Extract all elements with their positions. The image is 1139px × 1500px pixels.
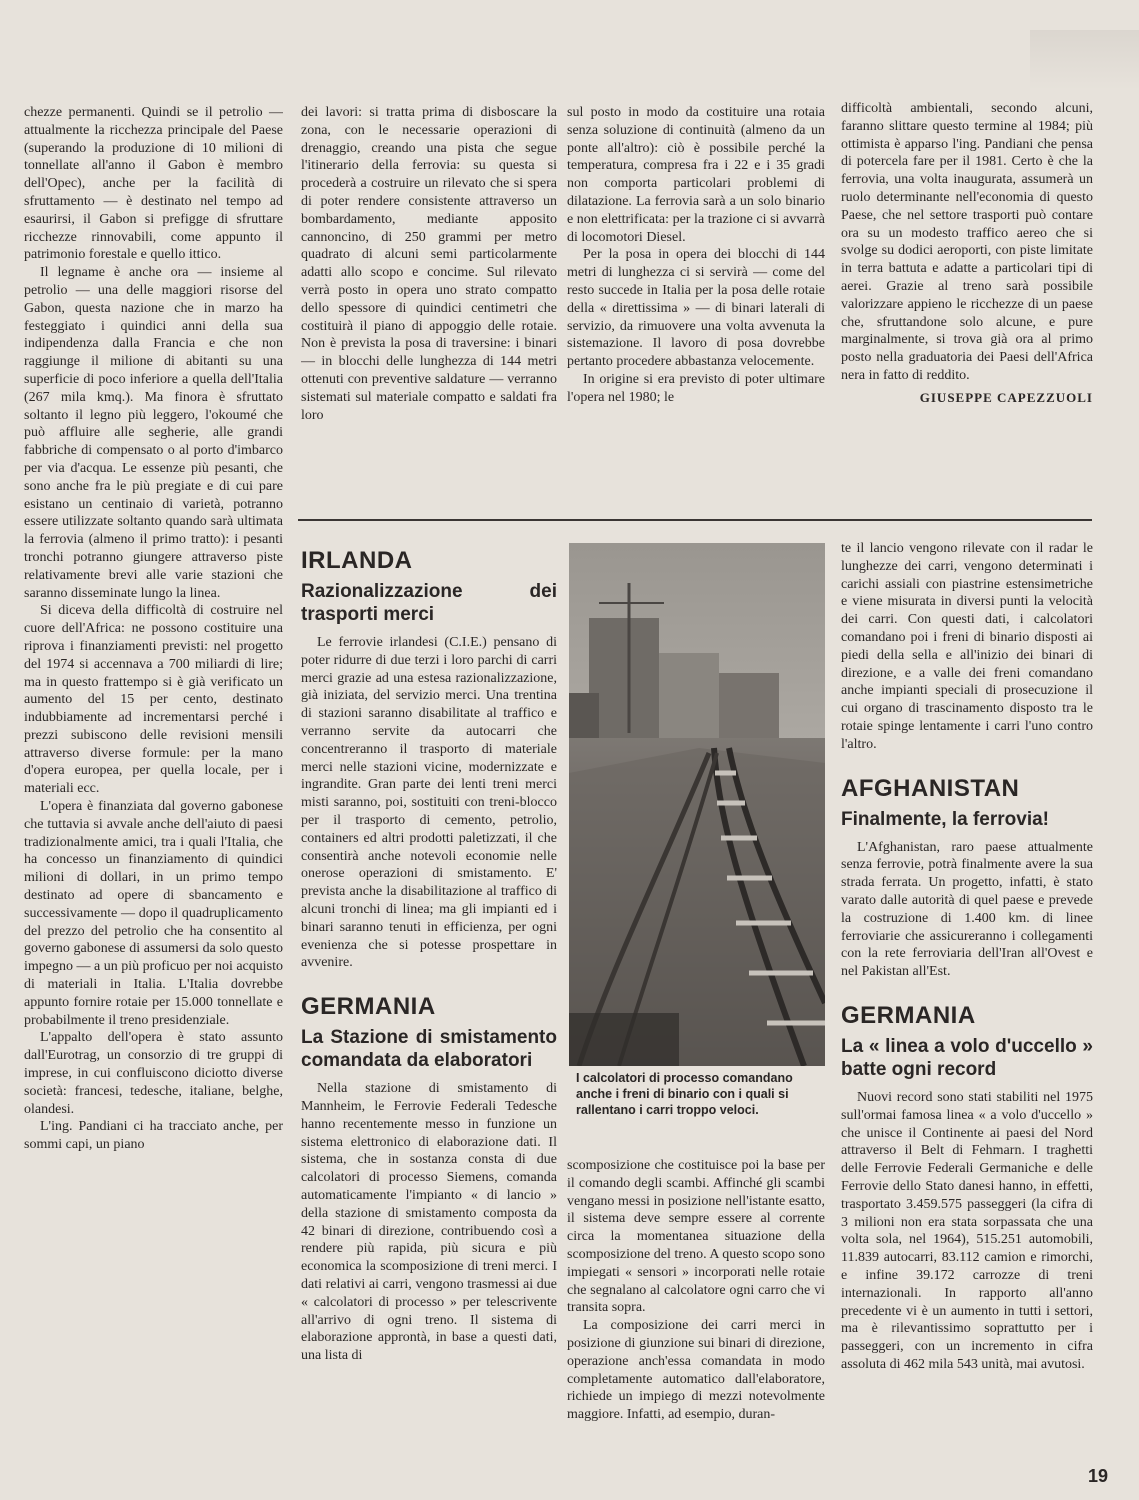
paragraph: L'ing. Pandiani ci ha tracciato anche, per sommi capi, un piano [24, 1119, 283, 1153]
paragraph: Le ferrovie irlandesi (C.I.E.) pensano di poter ridurre di due terzi i loro parchi di carri merci grazie ad una estesa razionalizzazione, già iniziata, del servizio merci. Una trentina di stazioni saranno disabilitate al traffico e verranno servite da autocarri che concentreranno il trasporto di materiale merci nelle stazioni vicine, modernizzate e ingrandite. Gran parte dei lenti treni merci misti saranno, poi, sostituiti con treni-blocco per il trasporto di cemento, petrolio, containers ed altri prodotti paletizzati, il che consentirà anche notevoli economie nelle onerose operazioni di smistamento. E' prevista anche la disabilitazione al traffico di alcuni tronchi di linea; ma gli impianti ed i binari saranno tenuti in efficienza, per ogni evenienza che si potesse prospettare in avvenire. [301, 635, 557, 971]
bleed-through-shadow [1030, 30, 1139, 90]
paragraph: te il lancio vengono rilevate con il radar le lunghezze dei carri, vengono determinati i carichi assiali con piastrine estensimetriche e viene misurata in diversi punti la velocità dei carri. Con questi dati, i calcolatori comandano poi i freni di binario disposti ai piedi della sella e all'inizio dei binari di direzione, e a valle dei freni comandano anche impianti speciali di prosecuzione il cui organo di trascinamento disposto tra le rotaie spinge lentamente i carri l'uno contro l'altro. [841, 541, 1093, 752]
column-2-bottom [301, 548, 557, 1473]
paragraph: Per la posa in opera dei blocchi di 144 metri di lunghezza ci si servirà — come del resto succede in Italia per la posa delle rotaie della « direttissima » — di binari laterali di servizio, da rimuovere una volta avvenuta la sistemazione. Il lavoro di posa dovrebbe pertanto procedere abbastanza velocemente. [567, 247, 825, 370]
column-2-top [301, 104, 557, 504]
column-4-top [841, 100, 1093, 505]
paragraph: In origine si era previsto di poter ultimare l'opera nel 1980; le [567, 371, 825, 405]
section-heading-irlanda: IRLANDA [301, 548, 413, 574]
railway-yard-photo [569, 543, 825, 1066]
paragraph: chezze permanenti. Quindi se il petrolio — attualmente la ricchezza principale del Paese (superando la produzione di 10 milioni di tonnellate all'anno il Gabon è membro dell'Opec), anche per la facilità di sfruttamento — è destinato nel tempo ad esaurirsi, il Gabon si prefigge di sfruttare ricchezze rinnovabili, come appunto il patrimonio forestale e quello ittico. [24, 105, 283, 263]
paragraph: L'appalto dell'opera è stato assunto dall'Eurotrag, un consorzio di tre gruppi di imprese, in cui confluiscono diciotto diverse società: francesi, tedesche, italiane, belghe, olandesi. [24, 1030, 283, 1117]
article-title-germania-linea: La « linea a volo d'uccello » batte ogni record [841, 1035, 1093, 1080]
paragraph: Il legname è anche ora — insieme al petrolio — una delle maggiori risorse del Gabon, questa nazione che in marzo ha festeggiato i quindici anni della sua indipendenza dalla Francia e che non raggiunge il milione di abitanti su una superficie di poco inferiore a quella dell'Italia (267 mila kmq.). Ma finora è sfruttato soltanto il legno più leggero, l'okoumé che può affluire alle segherie, alle grandi fabbriche di compensato o al porto d'imbarco per via d'acqua. Le essenze più pesanti, che sono anche fra le più pregiate e di cui pare esistano un centinaio di varietà, potranno essere utilizzate soltanto quando sarà ultimata la ferrovia (almeno il primo tratto): i pesanti tronchi potranno giungere attraverso piste relativamente brevi alle varie stazioni che saranno disseminate lungo la linea. [24, 265, 283, 601]
paragraph: Nuovi record sono stati stabiliti nel 1975 sull'ormai famosa linea « a volo d'uccello » che unisce il Continente ai paesi del Nord attraverso il Belt di Fehmarn. I traghetti delle Ferrovie Federali Germaniche e delle Ferrovie dello Stato danesi hanno, in effetti, trasportato 3.459.575 passeggeri (la cifra di 3 milioni non era stata sorpassata che una volta sola, nel 1964), 515.251 automobili, 11.839 autocarri, 83.112 camion e rimorchi, e infine 39.172 carrozze di treni internazionali. In rapporto all'anno precedente vi è un aumento in tutti i settori, ma è rilevantissimo soprattutto per i passeggeri, con un incremento in cifra assoluta di 462 mila 543 unità, mai avutosi. [841, 1089, 1093, 1372]
column-3-top [567, 104, 825, 504]
column-4-bottom [841, 540, 1093, 1473]
paragraph: sul posto in modo da costituire una rotaia senza soluzione di continuità (almeno da un ponte all'altro): ciò è possibile perché la temperatura, compresa fra i 22 e i 35 gradi non comporta particolari problemi di dilatazione. La ferrovia sarà a un solo binario e non elettrificata: per la trazione ci si avvarrà di locomotori Diesel. [567, 105, 825, 245]
section-heading-germania: GERMANIA [301, 993, 436, 1021]
column-1 [24, 104, 283, 1472]
article-title-germania-stazione: La Stazione di smistamento comandata da elaboratori [301, 1027, 557, 1072]
paragraph: Nella stazione di smistamento di Mannheim, le Ferrovie Federali Tedesche hanno recentemente messo in funzione un sistema elettronico di elaborazione dati. Il sistema, che in sostanza consta di due calcolatori di processo Siemens, comanda automaticamente l'impianto « di lancio » della stazione di smistamento composta da 42 binari di direzione, contribuendo così a rendere più rapida, più sicura e più economica la scomposizione di treni merci. I dati relativi ai carri, vengono trasmessi ai due « calcolatori di processo » per telescrivente all'arrivo di ogni treno. Il sistema di elaborazione approntà, in base a questi dati, una lista di [301, 1081, 557, 1364]
section-heading-afghanistan: AFGHANISTAN [841, 774, 1020, 802]
paragraph: L'Afghanistan, raro paese attualmente senza ferrovie, potrà finalmente avere la sua strada ferrata. Un progetto, infatti, è stato varato dalle autorità di quel paese e prevede la costruzione di 1.400 km. di linee ferroviarie che assicureranno i collegamenti con la rete ferroviaria dell'Iran all'Ovest e nel Pakistan all'Est. [841, 839, 1093, 980]
photo-caption: I calcolatori di processo comandano anche i freni di binario con i quali si rallentano i carri troppo veloci. [576, 1071, 793, 1117]
paragraph: dei lavori: si tratta prima di disboscare la zona, con le necessarie operazioni di drenaggio, creando una pista che segue l'itinerario della ferrovia: su questa si procederà a costruire un rilevato che si spera di poter rendere consistente attraverso un bombardamento, mediante apposito cannoncino, di 250 grammi per metro quadrato di alcuni semi particolarmente adatti allo scopo e concime. Sul rilevato verrà posto in opera uno strato compatto dello spessore di quindici centimetri che costituirà il piano di appoggio delle rotaie. Non è prevista la posa di traversine: i binari — in blocchi delle lunghezza di 144 metri ottenuti con preventive saldature — verranno sistemati sul materiale compatto e saldati fra loro [301, 105, 557, 423]
page-number: 19 [1088, 1466, 1109, 1486]
author-signature: GIUSEPPE CAPEZZUOLI [919, 389, 1093, 405]
article-title-irlanda: Razionalizzazione dei trasporti merci [301, 581, 557, 625]
horizontal-divider [298, 519, 1092, 521]
article-title-afghanistan: Finalmente, la ferrovia! [841, 808, 1050, 830]
column-3-bottom [567, 1157, 825, 1473]
paragraph: Si diceva della difficoltà di costruire nel cuore dell'Africa: ne possono costituire una riprova i finanziamenti previsti: nel progetto del 1974 si accennava a 700 miliardi di lire; ma in questo frattempo si è già verificato un aumento del 15 per cento, destinato indubbiamente ad incrementarsi perché i prezzi subiscono delle revisioni mensili attraverso diverse formule: per la mano d'opera europea, per quella locale, per i materiali ecc. [24, 603, 283, 797]
paragraph: L'opera è finanziata dal governo gabonese che tuttavia si avvale anche dell'aiuto di paesi tradizionalmente amici, tra i quali l'Italia, che ha concesso un finanziamento di quindici milioni di dollari, in un primo tempo destinato ad opere di sbancamento e successivamente — dopo il quadruplicamento del prezzo del petrolio che ha consentito al governo gabonese di assumersi da solo questo impegno — a un più proficuo per noi acquisto di materiali in Italia. L'Italia dovrebbe appunto fornire rotaie per 15.000 tonnellate e probabilmente il treno presidenziale. [24, 799, 283, 1028]
railway-yard-illustration [569, 543, 825, 1066]
paragraph: scomposizione che costituisce poi la base per il comando degli scambi. Affinché gli scambi vengano messi in posizione nell'istante esatto, il sistema deve sempre essere al corrente circa la momentanea situazione della scomposizione del treno. A questo scopo sono impiegati « sensori » incorporati nelle rotaie che segnalano al calcolatore ogni carro che vi transita sopra. [567, 1158, 825, 1316]
paragraph: difficoltà ambientali, secondo alcuni, faranno slittare questo termine al 1984; più ottimista è apparso l'ing. Pandiani che pensa di potercela fare per il 1981. Certo è che la ferrovia, una volta inaugurata, assumerà un ruolo determinante nell'economia di questo Paese, che nel settore trasporti può contare ora su un modesto traffico aereo che si svolge su dodici aeroporti, con piste limitate in terra battuta e adatte a particolari tipi di aerei. Grazie al treno sarà possibile valorizzare appieno le ricchezze di un paese che, sfruttandone solo alcune, e pure marginalmente, si trova già ora al primo posto nella graduatoria dei Paesi dell'Africa nera in fatto di reddito. [841, 101, 1093, 383]
paragraph: La composizione dei carri merci in posizione di giunzione sui binari di direzione, operazione anch'essa comandata in modo completamente automatico dall'elaboratore, richiede un impiego di mezzi notevolmente maggiore. Infatti, ad esempio, duran- [567, 1318, 825, 1423]
section-heading-germania-2: GERMANIA [841, 1001, 976, 1029]
